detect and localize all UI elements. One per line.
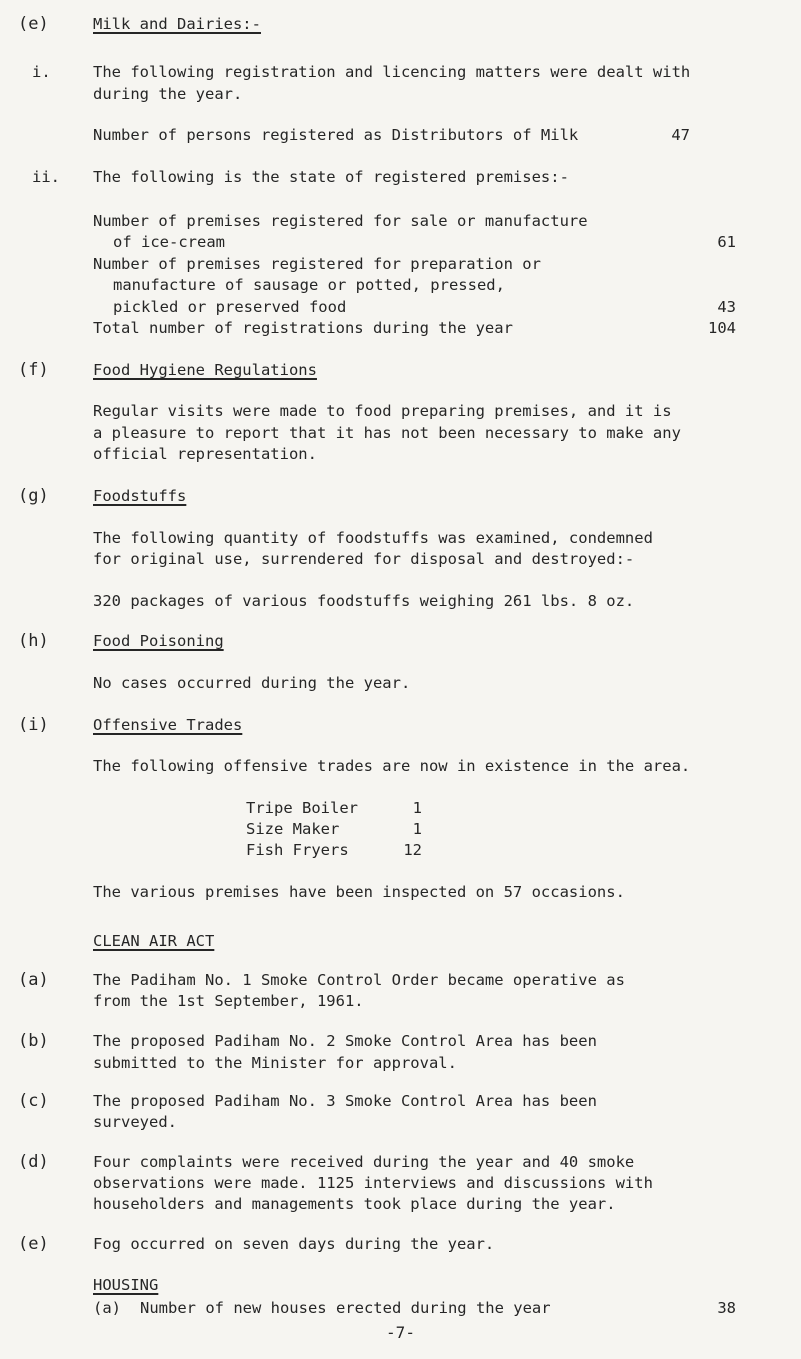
page-number: -7- xyxy=(386,1323,415,1342)
paragraph-line: The following registration and licencing matters were dealt with xyxy=(93,63,691,81)
trade-name: Fish Fryers xyxy=(246,841,349,859)
item-marker: (b) xyxy=(18,1031,49,1051)
paragraph-line: a pleasure to report that it has not been necessary to make any xyxy=(93,424,681,442)
trade-count: 1 xyxy=(412,820,422,838)
paragraph-line: No cases occurred during the year. xyxy=(93,674,411,692)
sausage-label: pickled or preserved food xyxy=(113,298,347,316)
ice-cream-label: of ice-cream xyxy=(113,233,225,251)
clean-air-heading: CLEAN AIR ACT xyxy=(93,932,215,950)
item-marker: (a) xyxy=(18,970,49,990)
total-label: Total number of registrations during the year xyxy=(93,319,513,337)
paragraph-line: during the year. xyxy=(93,85,243,103)
section-marker: (h) xyxy=(18,631,49,651)
paragraph-line: official representation. xyxy=(93,445,317,463)
sausage-label: manufacture of sausage or potted, pressed, xyxy=(113,276,505,294)
foodstuffs-heading: Foodstuffs xyxy=(93,487,187,505)
sausage-label: Number of premises registered for preparation or xyxy=(93,255,541,273)
poisoning-heading: Food Poisoning xyxy=(93,632,224,650)
section-marker: (i) xyxy=(18,715,49,735)
item-marker: (a) xyxy=(93,1299,121,1317)
offensive-heading: Offensive Trades xyxy=(93,716,243,734)
milk-heading: Milk and Dairies:- xyxy=(93,15,261,33)
trade-count: 1 xyxy=(412,799,422,817)
paragraph-line: The following offensive trades are now in existence in the area. xyxy=(93,757,691,775)
section-marker: (f) xyxy=(18,360,49,380)
paragraph-line: The various premises have been inspected on 57 occasions. xyxy=(93,883,625,901)
section-marker: (e) xyxy=(18,14,49,34)
paragraph-line: Regular visits were made to food preparing premises, and it is xyxy=(93,402,672,420)
paragraph-line: for original use, surrendered for disposal and destroyed:- xyxy=(93,550,635,568)
item-marker: (e) xyxy=(18,1234,49,1254)
paragraph-line: 320 packages of various foodstuffs weighing 261 lbs. 8 oz. xyxy=(93,592,635,610)
trade-name: Tripe Boiler xyxy=(246,799,358,817)
sausage-value: 43 xyxy=(717,298,736,316)
houses-erected-label: Number of new houses erected during the year xyxy=(140,1299,551,1317)
hygiene-heading: Food Hygiene Regulations xyxy=(93,361,317,379)
paragraph-line: The following quantity of foodstuffs was examined, condemned xyxy=(93,529,653,547)
housing-heading: HOUSING xyxy=(93,1276,159,1294)
item-marker: (c) xyxy=(18,1091,49,1111)
section-marker: (g) xyxy=(18,486,49,506)
ice-cream-value: 61 xyxy=(717,233,736,251)
paragraph-line: from the 1st September, 1961. xyxy=(93,992,364,1010)
paragraph-line: The proposed Padiham No. 3 Smoke Control Area has been xyxy=(93,1092,597,1110)
paragraph-line: Fog occurred on seven days during the year. xyxy=(93,1235,495,1253)
item-label: i. xyxy=(32,63,51,81)
distributors-label: Number of persons registered as Distributors of Milk xyxy=(93,126,579,144)
paragraph-line: surveyed. xyxy=(93,1113,177,1131)
item-label: ii. xyxy=(32,168,60,186)
paragraph-line: The Padiham No. 1 Smoke Control Order became operative as xyxy=(93,971,625,989)
ice-cream-label: Number of premises registered for sale or manufacture xyxy=(93,212,588,230)
paragraph-line: submitted to the Minister for approval. xyxy=(93,1054,457,1072)
paragraph-line: Four complaints were received during the year and 40 smoke xyxy=(93,1153,635,1171)
paragraph-line: The following is the state of registered premises:- xyxy=(93,168,569,186)
trade-count: 12 xyxy=(403,841,422,859)
total-value: 104 xyxy=(708,319,736,337)
item-marker: (d) xyxy=(18,1152,49,1172)
paragraph-line: The proposed Padiham No. 2 Smoke Control Area has been xyxy=(93,1032,597,1050)
trade-name: Size Maker xyxy=(246,820,340,838)
distributors-value: 47 xyxy=(671,126,690,144)
paragraph-line: householders and managements took place during the year. xyxy=(93,1195,616,1213)
houses-erected-value: 38 xyxy=(717,1299,736,1317)
paragraph-line: observations were made. 1125 interviews and discussions with xyxy=(93,1174,653,1192)
